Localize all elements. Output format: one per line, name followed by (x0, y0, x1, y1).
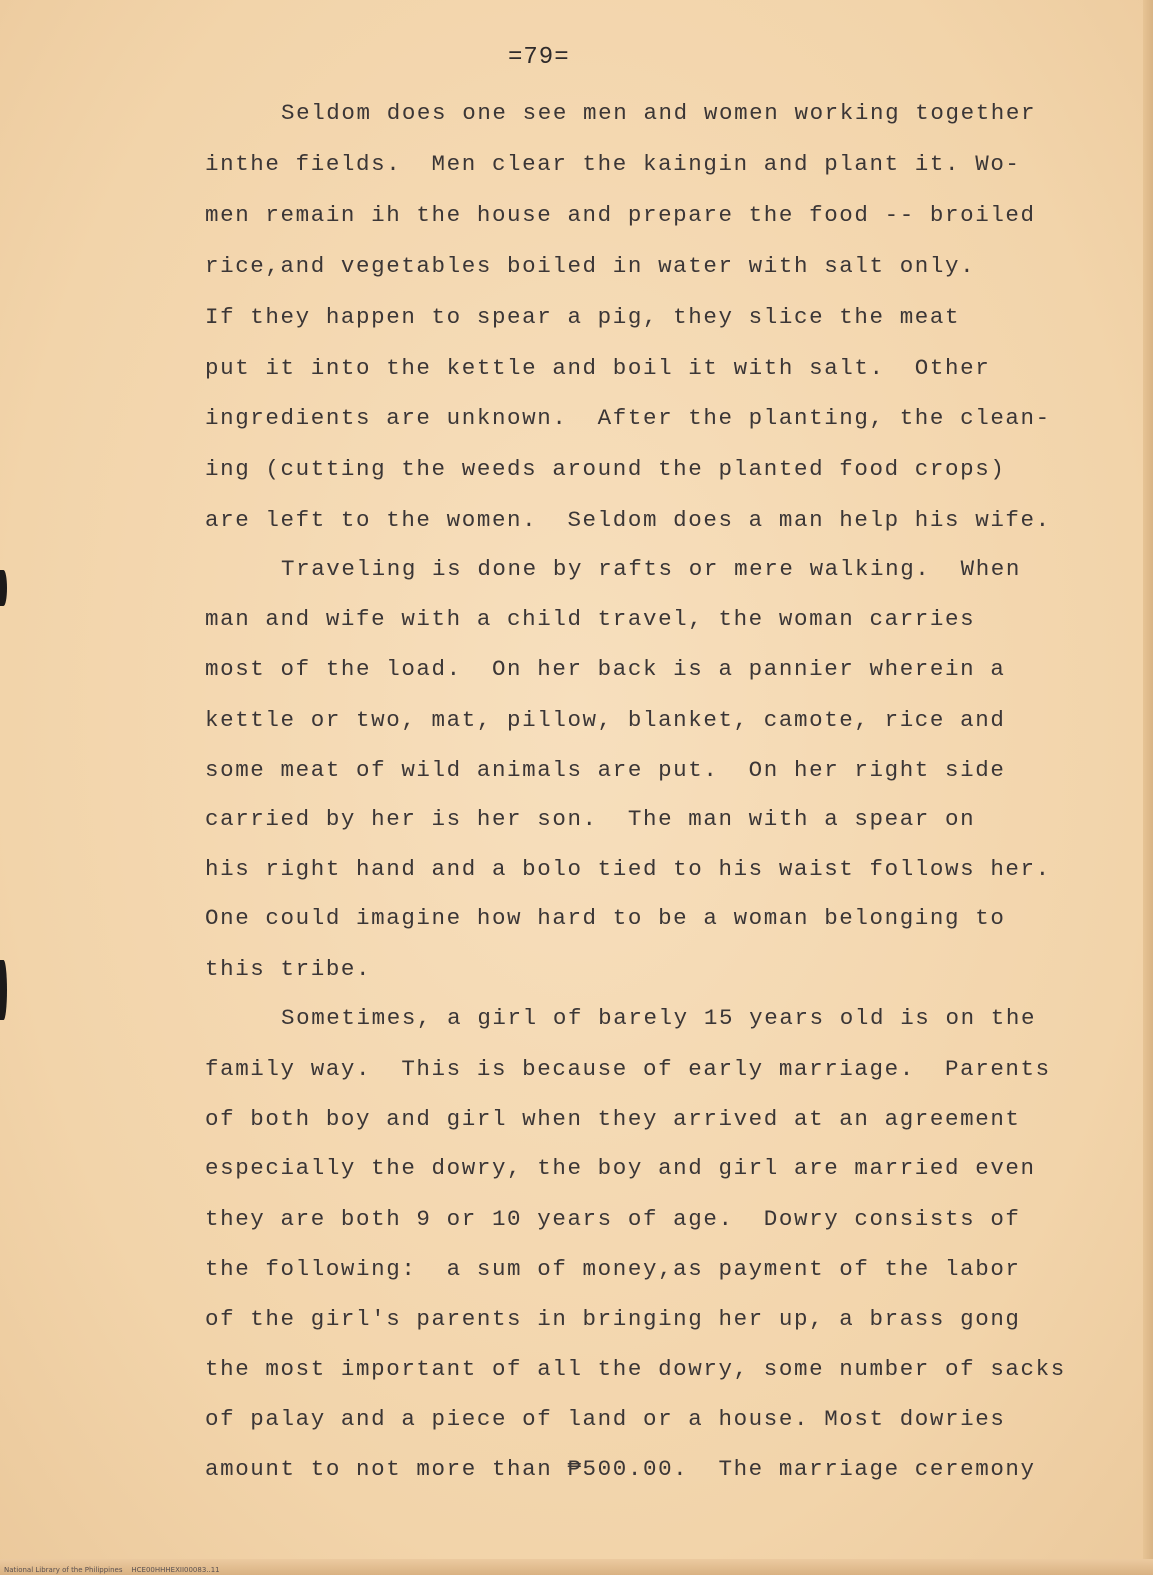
text-line: most of the load. On her back is a pannier wherein a (205, 656, 1006, 682)
text-line: man and wife with a child travel, the woman carries (205, 606, 976, 632)
text-line: of the girl's parents in bringing her up, a brass gong (205, 1306, 1021, 1332)
text-line: ing (cutting the weeds around the planted food crops) (205, 456, 1006, 482)
binding-hole-mark (0, 960, 7, 1020)
text-line: carried by her is her son. The man with a spear on (205, 806, 976, 832)
text-line: kettle or two, mat, pillow, blanket, camote, rice and (205, 707, 1006, 733)
text-line: some meat of wild animals are put. On her right side (205, 757, 1006, 783)
text-line: this tribe. (205, 956, 372, 982)
text-line: especially the dowry, the boy and girl are married even (205, 1155, 1036, 1181)
text-line: put it into the kettle and boil it with salt. Other (205, 355, 991, 381)
archive-footer: National Library of the Philippines HCE00HHHEXII00083..11 (4, 1566, 220, 1574)
text-line: rice,and vegetables boiled in water with salt only. (205, 253, 976, 279)
paper-right-edge (1143, 0, 1153, 1575)
text-line: If they happen to spear a pig, they slice the meat (205, 304, 961, 330)
text-line: the most important of all the dowry, some number of sacks (205, 1356, 1066, 1382)
text-line: One could imagine how hard to be a woman belonging to (205, 905, 1006, 931)
text-line: family way. This is because of early marriage. Parents (205, 1056, 1051, 1082)
text-line: inthe fields. Men clear the kaingin and plant it. Wo- (205, 151, 1021, 177)
text-line: Traveling is done by rafts or mere walking. When (281, 556, 1022, 582)
text-line: of both boy and girl when they arrived at an agreement (205, 1106, 1021, 1132)
text-line: his right hand and a bolo tied to his waist follows her. (205, 856, 1051, 882)
text-line: ingredients are unknown. After the planting, the clean- (205, 405, 1051, 431)
text-line: are left to the women. Seldom does a man help his wife. (205, 507, 1051, 533)
binding-hole-mark (0, 570, 7, 606)
text-line: Sometimes, a girl of barely 15 years old is on the (281, 1005, 1037, 1031)
text-line: Seldom does one see men and women working together (281, 100, 1037, 126)
text-line: of palay and a piece of land or a house. Most dowries (205, 1406, 1006, 1432)
text-line: amount to not more than ₱500.00. The marriage ceremony (205, 1456, 1036, 1482)
text-line: they are both 9 or 10 years of age. Dowry consists of (205, 1206, 1021, 1232)
text-line: the following: a sum of money,as payment of the labor (205, 1256, 1021, 1282)
text-line: men remain ih the house and prepare the food -- broiled (205, 202, 1036, 228)
page-number: =79= (508, 44, 570, 71)
